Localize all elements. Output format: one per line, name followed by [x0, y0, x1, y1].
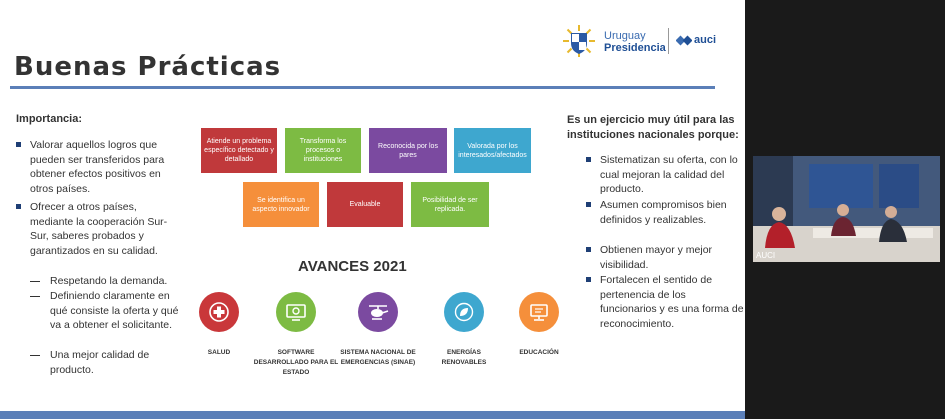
left-bullet-2	[16, 200, 182, 258]
bullet-square-icon	[586, 202, 591, 207]
left-dash-3-text: Una mejor calidad de producto.	[50, 349, 150, 376]
right-bullet-3	[586, 243, 744, 272]
software-icon	[285, 302, 307, 322]
left-dash-2	[30, 289, 180, 333]
uruguay-sun-icon	[562, 24, 596, 58]
dash-icon	[30, 355, 40, 356]
video-tile[interactable]	[753, 156, 940, 262]
criteria-box-4: Valorada por los interesados/afectados	[454, 128, 531, 173]
video-participant-label: AUCI	[756, 251, 776, 260]
criteria-box-1: Atiende un problema específico detectado y detallado	[201, 128, 277, 173]
footer-band	[0, 411, 745, 419]
right-bullet-1	[586, 153, 744, 197]
leaf-icon	[454, 302, 474, 322]
bullet-square-icon	[586, 277, 591, 282]
right-bullet-4	[586, 273, 744, 331]
bullet-square-icon	[16, 204, 21, 209]
right-bullet-1-text: Sistematizan su oferta, con lo cual mejoran la calidad del producto.	[600, 154, 738, 196]
avance-circle-sinae	[358, 292, 398, 332]
criteria-box-7: Posibilidad de ser replicada.	[411, 182, 489, 227]
avance-circle-software	[276, 292, 316, 332]
criteria-box-5: Se identifica un aspecto innovador	[243, 182, 319, 227]
criteria-box-6: Evaluable	[327, 182, 403, 227]
left-dash-1	[30, 274, 180, 289]
video-feed-image	[753, 156, 940, 262]
left-bullet-2-text: Ofrecer a otros países, mediante la cooperación Sur-Sur, saberes probados y garantizados en su calidad.	[30, 201, 168, 257]
right-heading: Es un ejercicio muy útil para las instituciones nacionales porque:	[567, 114, 739, 141]
right-bullet-3-text: Obtienen mayor y mejor visibilidad.	[600, 244, 713, 271]
left-bullet-1-text: Valorar aquellos logros que pueden ser transferidos para obtener efectos positivos en otros países.	[30, 139, 165, 195]
left-bullet-1	[16, 138, 182, 196]
logo-separator	[668, 28, 669, 54]
importance-heading: Importancia:	[16, 113, 83, 125]
auci-logo-icon	[676, 33, 692, 49]
bullet-square-icon	[586, 247, 591, 252]
left-dash-2-text: Definiendo claramente en qué consiste la oferta y qué va a obtener el solicitante.	[50, 290, 179, 332]
auci-logo-text: auci	[694, 34, 717, 46]
health-cross-icon	[209, 302, 229, 322]
logo-country: Uruguay	[604, 30, 646, 42]
bullet-square-icon	[586, 157, 591, 162]
criteria-box-2: Transforma los procesos o instituciones	[285, 128, 361, 173]
dash-icon	[30, 296, 40, 297]
slide-title: Buenas Prácticas	[14, 52, 282, 82]
avance-circle-educacion	[519, 292, 559, 332]
avance-label-sinae: SISTEMA NACIONAL DE EMERGENCIAS (SINAE)	[340, 349, 416, 366]
logo-presidencia: Presidencia	[604, 42, 666, 54]
avances-title: AVANCES 2021	[298, 258, 407, 275]
right-bullet-2-text: Asumen compromisos bien definidos y realizables.	[600, 199, 727, 226]
left-dash-3	[30, 348, 180, 377]
helicopter-icon	[367, 302, 389, 322]
avance-label-software: SOFTWARE DESARROLLADO PARA EL ESTADO	[253, 349, 339, 376]
criteria-box-3: Reconocida por los pares	[369, 128, 447, 173]
right-bullet-4-text: Fortalecen el sentido de pertenencia de los funcionarios y es una forma de reconocimiento.	[600, 274, 744, 330]
bullet-square-icon	[16, 142, 21, 147]
avance-label-educacion: EDUCACIÓN	[519, 349, 559, 356]
avance-circle-salud	[199, 292, 239, 332]
avance-circle-energias	[444, 292, 484, 332]
left-dash-1-text: Respetando la demanda.	[50, 275, 168, 287]
right-bullet-2	[586, 198, 744, 227]
avance-label-salud: SALUD	[207, 349, 231, 356]
title-underline	[10, 86, 715, 89]
avance-label-energias: ENERGÍAS RENOVABLES	[441, 349, 487, 366]
logo-wordmark	[604, 30, 666, 54]
dash-icon	[30, 281, 40, 282]
computer-icon	[528, 302, 550, 322]
